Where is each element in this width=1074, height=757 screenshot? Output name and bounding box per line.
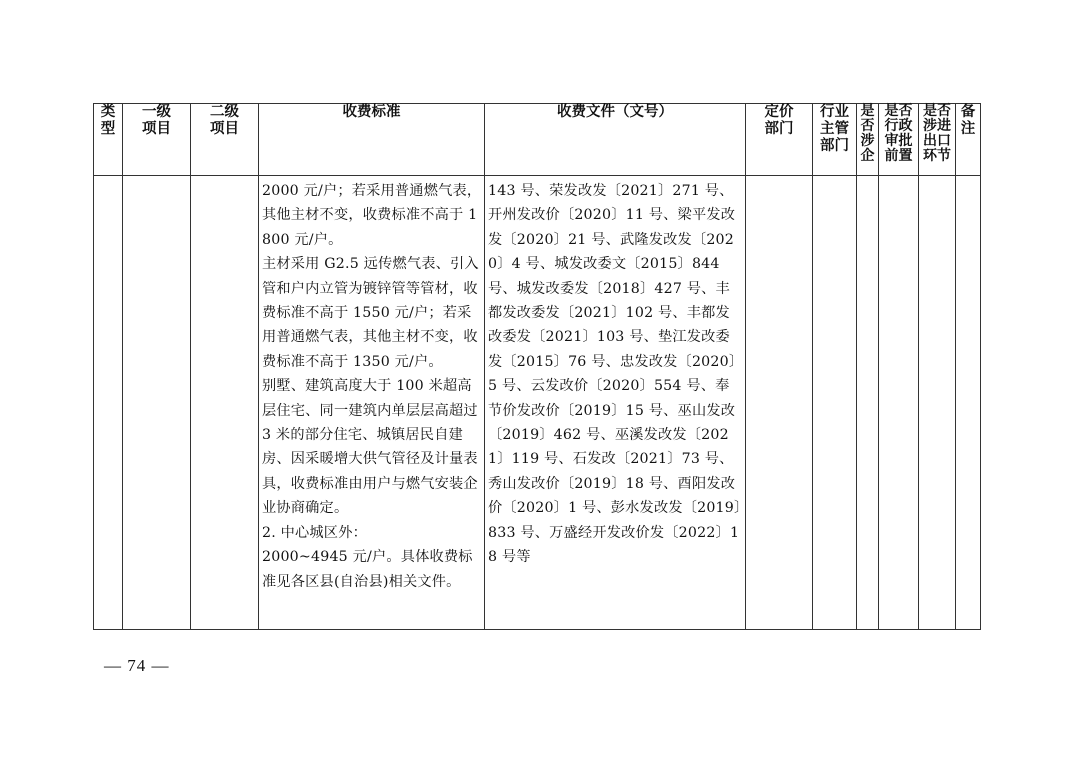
cell-fee-standard bbox=[259, 176, 485, 630]
fee-table bbox=[93, 103, 981, 630]
standard-paragraph: 主材采用 G2.5 远传燃气表、引入管和户内立管为镀锌管等管材，收费标准不高于 1550 元/户；若采用普通燃气表，其他主材不变，收费标准不高于 1350 元/户。 bbox=[262, 256, 479, 370]
header-level2-item: 二级 项目 bbox=[191, 104, 259, 176]
page-number: — 74 — bbox=[104, 656, 170, 675]
cell-remarks bbox=[956, 176, 981, 630]
header-import-export: 是否 涉进 出口 环节 bbox=[919, 104, 956, 176]
header-remarks: 备 注 bbox=[956, 104, 981, 176]
cell-admin-approval bbox=[879, 176, 919, 630]
cell-pricing-department bbox=[746, 176, 813, 630]
header-industry-department: 行业 主管 部门 bbox=[813, 104, 857, 176]
table-row bbox=[94, 176, 981, 630]
cell-level1-item bbox=[123, 176, 191, 630]
table-header-row bbox=[94, 104, 981, 176]
header-fee-document: 收费文件（文号） bbox=[485, 104, 746, 176]
cell-industry-department bbox=[813, 176, 857, 630]
header-pricing-department: 定价 部门 bbox=[746, 104, 813, 176]
document-text: 143 号、荣发改发〔2021〕271 号、开州发改价〔2020〕11 号、梁平发改发〔2020〕21 号、武隆发改发〔2020〕4 号、城发改委文〔2015〕844 号、城发改委发〔2018〕427 号、丰都发改委发〔2021〕102 号、丰都发改委发〔2021〕103 号、垫江发改委发〔2015〕76 号、忠发改发〔2020〕5 号、云发改价〔2020〕554 号、奉节价发改价〔2019〕15 号、巫山发改〔2019〕462 号、巫溪发改发〔2021〕119 号、石发改〔2021〕73 号、秀山发改价〔2019〕18 号、酉阳发改价〔2020〕1 号、彭水发改发〔2019〕833 号、万盛经开发改价发〔2022〕18 号等 bbox=[488, 183, 742, 566]
cell-level2-item bbox=[191, 176, 259, 630]
header-type: 类 型 bbox=[94, 104, 123, 176]
cell-import-export bbox=[919, 176, 956, 630]
header-involves-enterprise: 是 否 涉 企 bbox=[857, 104, 879, 176]
standard-paragraph: 2. 中心城区外： bbox=[262, 524, 367, 541]
cell-type bbox=[94, 176, 123, 630]
cell-involves-enterprise bbox=[857, 176, 879, 630]
header-level1-item: 一级 项目 bbox=[123, 104, 191, 176]
header-admin-approval-prerequisite: 是否 行政 审批 前置 bbox=[879, 104, 919, 176]
cell-fee-document bbox=[485, 176, 746, 630]
header-fee-standard: 收费标准 bbox=[259, 104, 485, 176]
standard-paragraph: 2000 元/户；若采用普通燃气表，其他主材不变，收费标准不高于 1800 元/户。 bbox=[262, 183, 482, 248]
standard-paragraph: 别墅、建筑高度大于 100 米超高层住宅、同一建筑内单层层高超过 3 米的部分住宅、城镇居民自建房、因采暖增大供气管径及计量表具，收费标准由用户与燃气安装企业协商确定。 bbox=[262, 378, 478, 517]
standard-paragraph: 2000~4945 元/户。具体收费标准见各区县(自治县)相关文件。 bbox=[262, 549, 473, 590]
